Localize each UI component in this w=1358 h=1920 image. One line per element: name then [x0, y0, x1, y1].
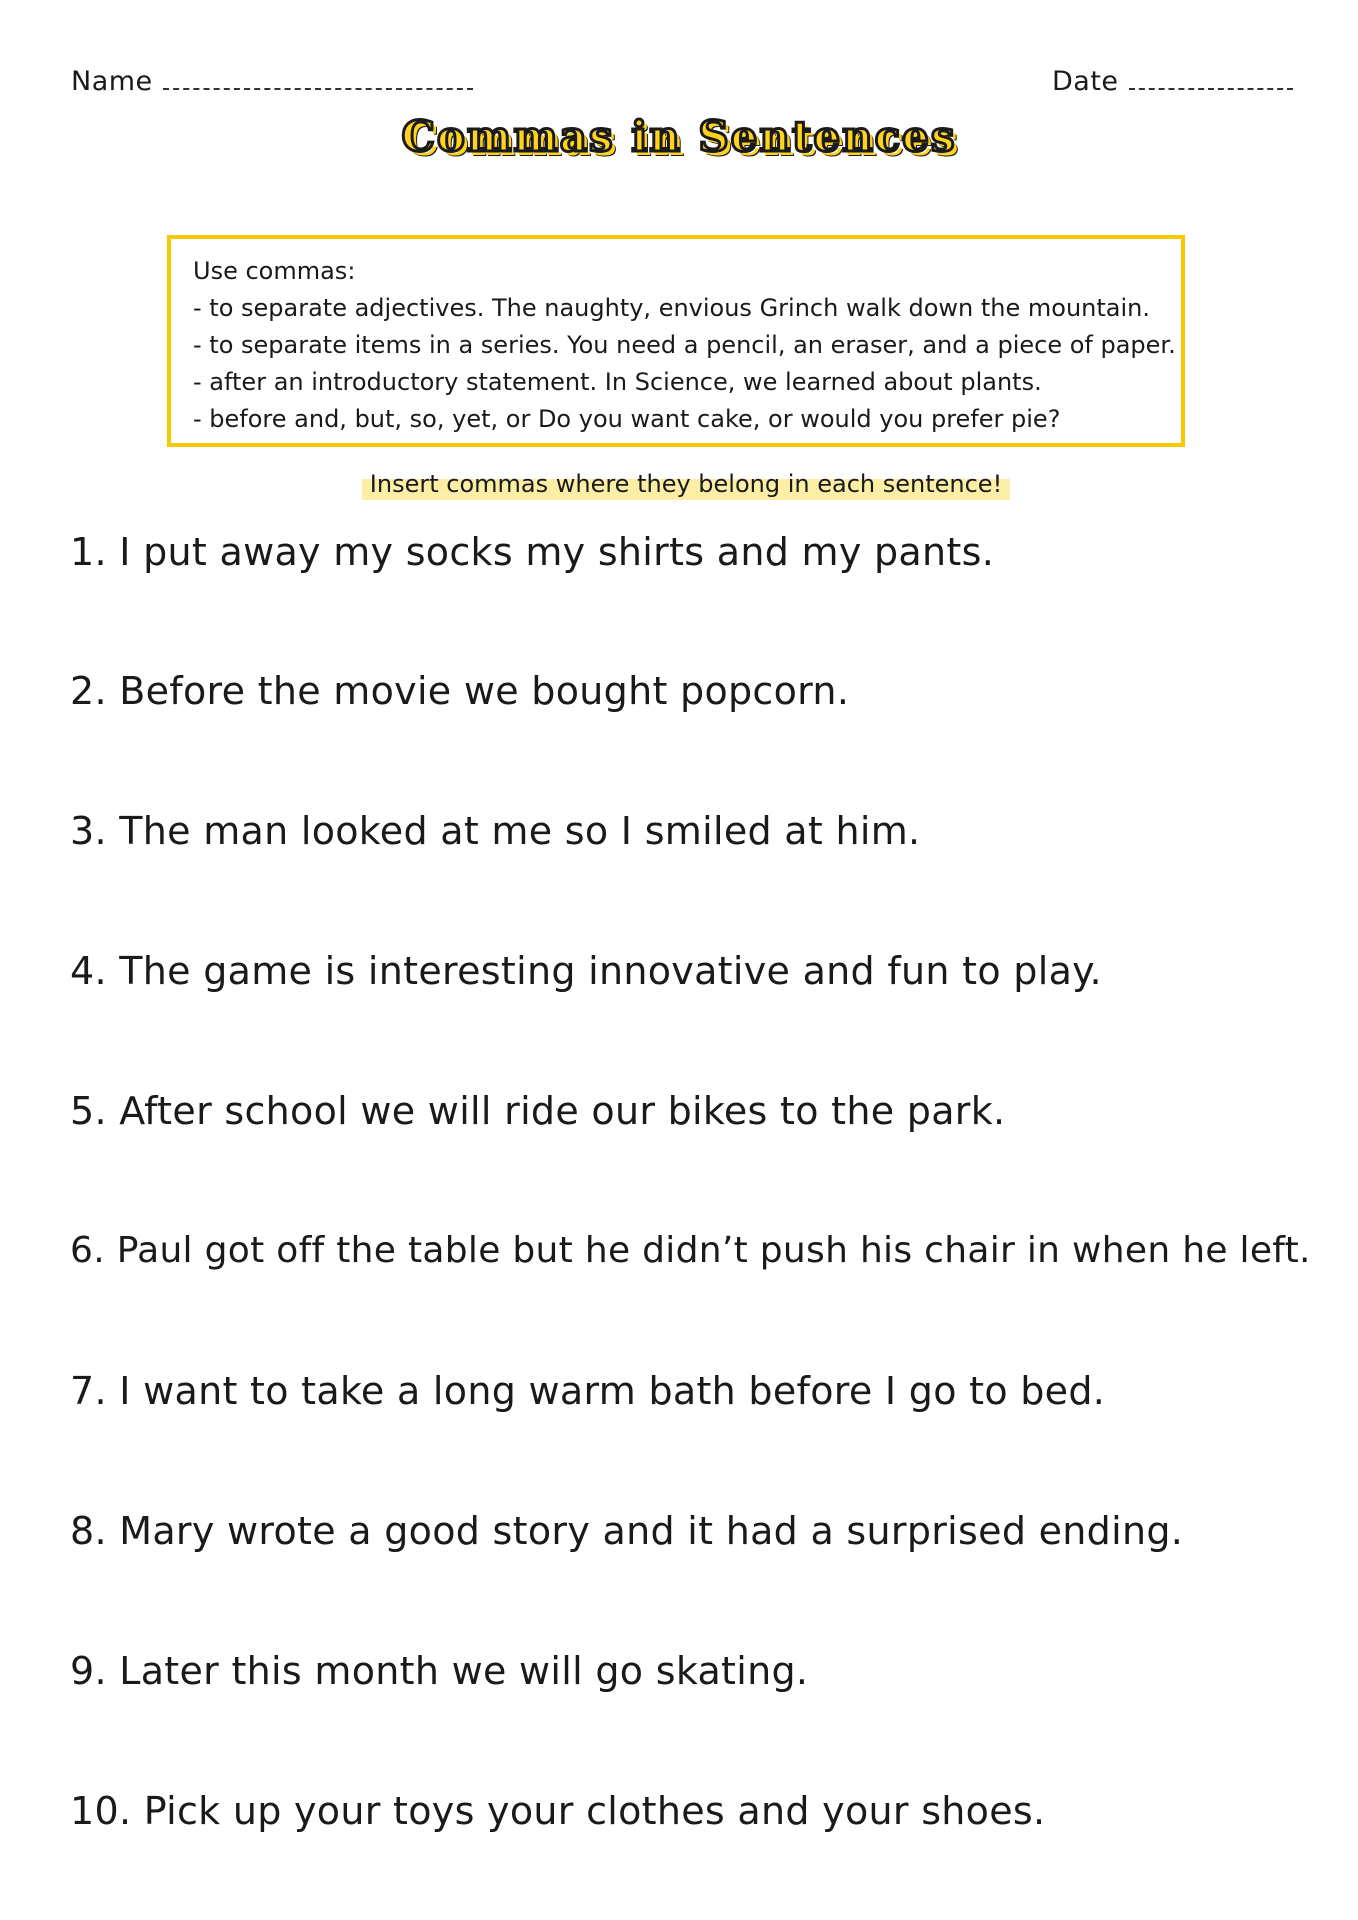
name-blank-line[interactable]	[163, 86, 473, 90]
date-label: Date	[1052, 66, 1119, 97]
sentence-item-8: 8. Mary wrote a good story and it had a surprised ending.	[70, 1509, 1184, 1553]
sentence-item-10: 10. Pick up your toys your clothes and your shoes.	[70, 1789, 1046, 1833]
sentence-item-6: 6. Paul got off the table but he didn’t push his chair in when he left.	[70, 1230, 1311, 1271]
sentence-item-2: 2. Before the movie we bought popcorn.	[70, 669, 850, 713]
rule-item-series: - to separate items in a series. You need a pencil, an eraser, and a piece of paper.	[193, 331, 1176, 359]
sentence-item-9: 9. Later this month we will go skating.	[70, 1649, 809, 1693]
rule-item-adjectives: - to separate adjectives. The naughty, envious Grinch walk down the mountain.	[193, 294, 1150, 322]
date-field[interactable]	[1052, 66, 1293, 97]
name-field[interactable]	[71, 66, 473, 97]
name-label: Name	[71, 66, 153, 97]
rule-item-conjunctions: - before and, but, so, yet, or Do you want cake, or would you prefer pie?	[193, 405, 1061, 433]
sentence-item-4: 4. The game is interesting innovative and fun to play.	[70, 949, 1102, 993]
rules-intro: Use commas:	[193, 257, 356, 285]
instruction-banner: Insert commas where they belong in each sentence!	[362, 468, 1010, 500]
sentence-item-5: 5. After school we will ride our bikes to the park.	[70, 1089, 1006, 1133]
page-title: Commas in Sentences	[401, 112, 957, 161]
rule-item-introductory: - after an introductory statement. In Science, we learned about plants.	[193, 368, 1042, 396]
rules-box	[167, 235, 1185, 447]
sentence-item-3: 3. The man looked at me so I smiled at him.	[70, 809, 921, 853]
date-blank-line[interactable]	[1129, 86, 1293, 90]
sentence-item-1: 1. I put away my socks my shirts and my pants.	[70, 530, 995, 574]
sentence-item-7: 7. I want to take a long warm bath before I go to bed.	[70, 1369, 1106, 1413]
